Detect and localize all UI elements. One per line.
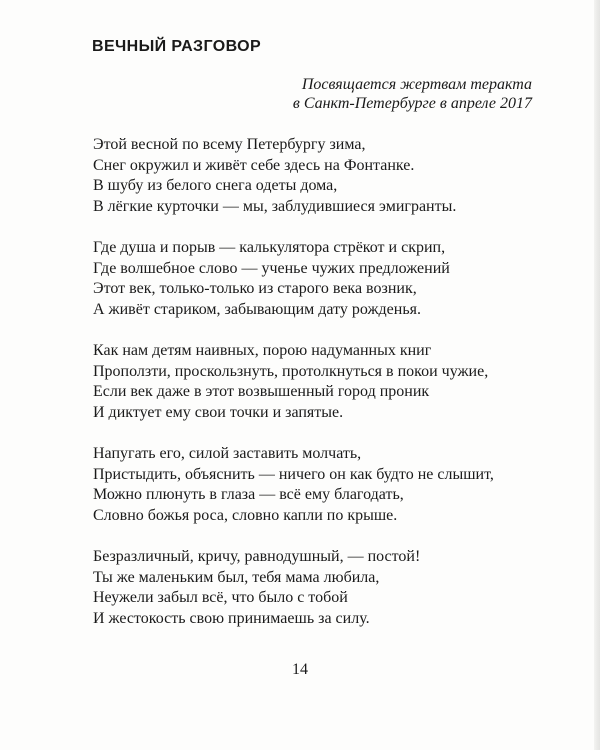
poem-line: Этот век, только-только из старого века возник, — [93, 280, 417, 297]
poem-line: И диктует ему свои точки и запятые. — [93, 403, 344, 421]
poem-line: Если век даже в этот возвышенный город проник — [93, 383, 430, 400]
poem-line: Безразличный, кричу, равнодушный, — постой! — [93, 548, 421, 565]
poem-line: И жестокость свою принимаешь за силу. — [93, 609, 370, 627]
poem-line: Как нам детям наивных, порою надуманных книг — [93, 342, 432, 359]
dedication-line: Посвящается жертвам теракта — [301, 76, 532, 93]
poem-line: Пристыдить, объяснить — ничего он как будто не слышит, — [93, 465, 494, 483]
stanza — [93, 238, 494, 320]
poem-line: Проползти, проскользнуть, протолкнуться в покои чужие, — [93, 362, 489, 380]
poem-body — [93, 135, 494, 650]
poem-line: А живёт стариком, забывающим дату рожденья. — [93, 300, 421, 318]
stanza — [93, 135, 494, 217]
poem-line: Словно божья роса, словно капли по крыше. — [93, 506, 398, 524]
poem-line: Снег окружил и живёт себе здесь на Фонтанке. — [93, 156, 415, 174]
poem-line: Напугать его, силой заставить молчать, — [93, 445, 362, 462]
poem-line: В лёгкие курточки — мы, заблудившиеся эмигранты. — [93, 197, 457, 215]
page-number: 14 — [292, 661, 308, 678]
poem-line: Можно плюнуть в глаза — всё ему благодать, — [93, 486, 404, 503]
poem-line: Этой весной по всему Петербургу зима, — [93, 136, 366, 153]
dedication-line: в Санкт-Петербурге в апреле 2017 — [292, 95, 532, 112]
poem-line: Где душа и порыв — калькулятора стрёкот и скрип, — [93, 239, 446, 256]
stanza — [93, 547, 494, 629]
stanza — [93, 341, 494, 423]
poem-line: Ты же маленьким был, тебя мама любила, — [93, 568, 380, 586]
dedication — [0, 75, 532, 113]
poem-line: Где волшебное слово — ученье чужих предложений — [93, 259, 450, 277]
poem-line: Неужели забыл всё, что было с тобой — [93, 589, 348, 606]
page-edge-shadow — [594, 0, 600, 750]
poem-line: В шубу из белого снега одеты дома, — [93, 177, 338, 194]
stanza — [93, 444, 494, 526]
poem-title: ВЕЧНЫЙ РАЗГОВОР — [92, 38, 262, 55]
